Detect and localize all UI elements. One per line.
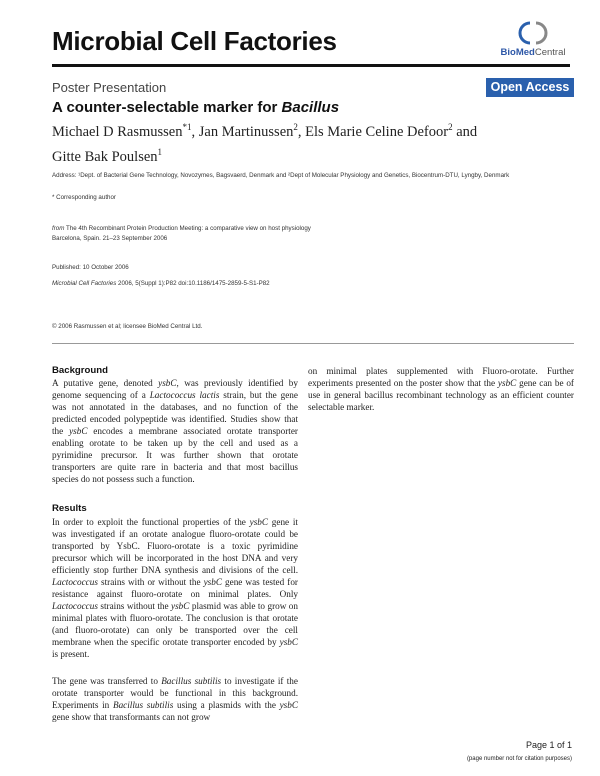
publisher-name: BioMedCentral	[500, 47, 566, 58]
author-affiliation: 2	[293, 122, 298, 132]
author-name: Gitte Bak Poulsen	[52, 148, 158, 165]
published-date: Published: 10 October 2006	[52, 264, 129, 271]
open-access-badge: Open Access	[486, 78, 574, 97]
article-type: Poster Presentation	[52, 80, 167, 95]
author-affiliation: 1	[157, 146, 163, 157]
title-genus: Bacillus	[281, 99, 340, 116]
page-number: Page 1 of 1	[525, 740, 572, 750]
results-paragraph: In order to exploit the functional properties of the ysbC gene it was investigated if an orotate analogue fluoro-orotate could be transported by YsbC. Fluoro-orotate is a toxic pyrimidine precursor which will be incorporated in the host DNA and very efficiently stop further DNA synthesis and divisions of the cell. Lactococcus strains with or without the ysbC gene was tested for resistance against fluoro-orotate on minimal plates. Only Lactococcus strains without the ysbC plasmid was able to grow on minimal plates with fluoro-orotate. The conclusion is that orotate (and fluoro-orotate) can only be transported over the cell membrane when the specific orotate transporter encoded by ysbC is present.	[52, 517, 298, 659]
author-name: Michael D Rasmussen	[52, 123, 183, 140]
header-rule	[52, 64, 570, 67]
biomed-central-logo	[493, 20, 573, 60]
meeting-info: from The 4th Recombinant Protein Production Meeting: a comparative view on host physiology Barcelona, Spain. 21–23 September 2006	[52, 225, 311, 242]
section-divider	[52, 343, 574, 344]
author-affiliation: 2	[448, 122, 453, 132]
page-note: (page number not for citation purposes)	[466, 756, 572, 762]
article-title: A counter-selectable marker for Bacillus	[52, 99, 340, 116]
results-continuation: on minimal plates supplemented with Fluoro-orotate. Further experiments presented on the poster show that the ysbC gene can be of use in general bacillus recombinant technology as an efficient counter selectable marker.	[308, 366, 574, 412]
author-name: Els Marie Celine Defoor	[305, 123, 449, 140]
citation: Microbial Cell Factories 2006, 5(Suppl 1):P82 doi:10.1186/1475-2859-5-S1-P82	[52, 280, 270, 287]
author-list: Michael D Rasmussen$^{*1}$, Jan Martinussen$^2$, Els Marie Celine Defoor$^2$ and Gitte Bak Poulsen$^1$	[52, 122, 478, 165]
results-paragraph-2: The gene was transferred to Bacillus subtilis to investigate if the orotate transporter would be functional in this background. Experiments in Bacillus subtilis using a plasmids with the ysbC gene show that transformants can not grow	[52, 676, 298, 722]
corresponding-author: * Corresponding author	[52, 194, 116, 201]
author-name: Jan Martinussen	[198, 123, 294, 140]
copyright: © 2006 Rasmussen et al; licensee BioMed Central Ltd.	[52, 323, 203, 330]
affiliation-address: Address: ¹Dept. of Bacterial Gene Technology, Novozymes, Bagsvaerd, Denmark and ²Dept of Molecular Physiology and Genetics, Biocentrum-DTU, Lyngby, Denmark	[52, 172, 510, 179]
background-paragraph: A putative gene, denoted ysbC, was previously identified by genome sequencing of a Lactococcus lactis strain, but the gene was not annotated in the databases, and no function of the predicted encoded polypeptide was identified. Studies show that the ysbC encodes a membrane associated orotate transporter enabling orotate to be taken up by the cell and used as a pyrimidine precursor. It was further shown that orotate transporters are quite rare in bacteria and that most bacillus species do not possess such a function.	[52, 378, 298, 484]
author-affiliation: *1	[182, 122, 192, 132]
results-heading: Results	[52, 503, 87, 514]
biomed-central-icon	[518, 20, 548, 46]
journal-title: Microbial Cell Factories	[52, 26, 337, 56]
background-heading: Background	[52, 365, 108, 376]
